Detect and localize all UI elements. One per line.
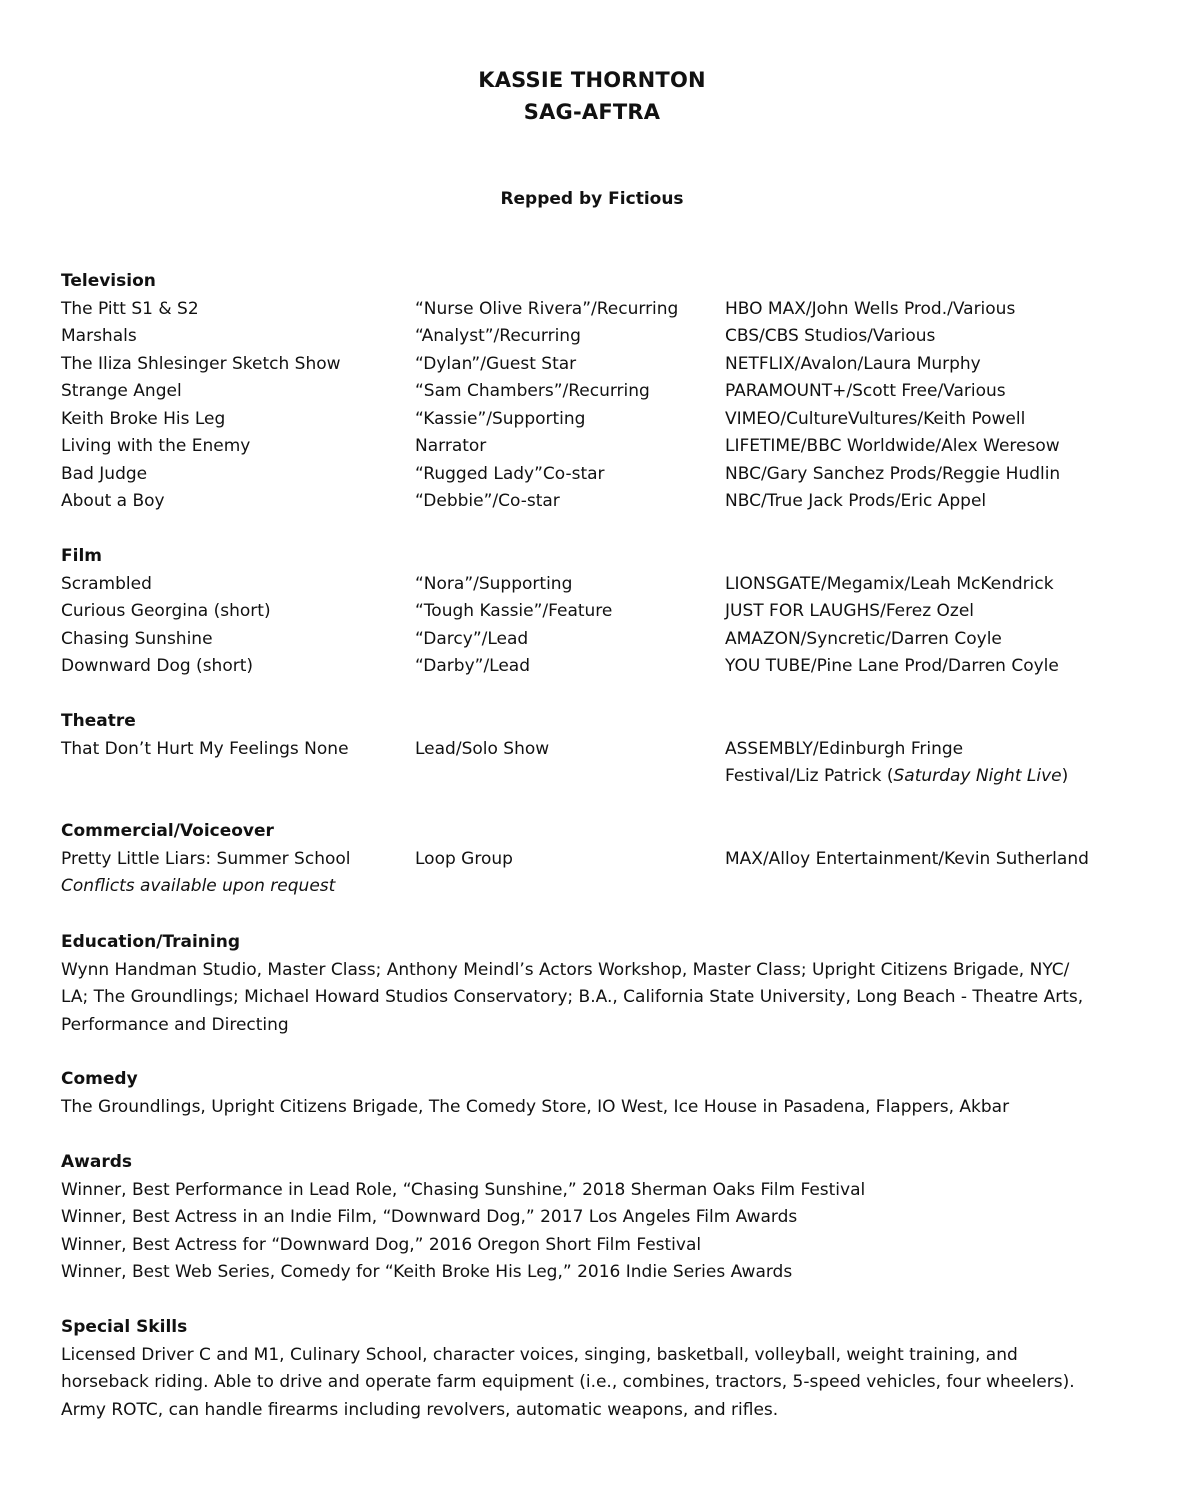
skills-section <box>61 1314 1121 1424</box>
credit-production: JUST FOR LAUGHS/Ferez Ozel <box>725 601 975 621</box>
credit-role: “Rugged Lady”Co-star <box>415 463 605 484</box>
credit-production-line2-prefix: Festival/Liz Patrick ( <box>725 766 894 786</box>
section-heading: Awards <box>61 1152 133 1172</box>
representation: Repped by Fictious <box>500 189 684 209</box>
credit-title: About a Boy <box>61 491 165 511</box>
credit-title: Scrambled <box>61 573 152 594</box>
credit-production: NBC/True Jack Prods/Eric Appel <box>725 491 987 511</box>
credit-role: “Sam Chambers”/Recurring <box>415 381 650 401</box>
credit-row <box>61 488 1121 516</box>
credit-production: VIMEO/CultureVultures/Keith Powell <box>725 408 1026 429</box>
award-item: Winner, Best Web Series, Comedy for “Keith Broke His Leg,” 2016 Indie Series Awards <box>61 1262 793 1282</box>
section-heading: Television <box>61 271 156 291</box>
education-line: LA; The Groundlings; Michael Howard Studios Conservatory; B.A., California State University, Long Beach - Theatre Arts, <box>61 987 1084 1007</box>
credit-role: Narrator <box>415 436 487 456</box>
show-title: Saturday Night Live <box>893 766 1062 786</box>
note-row <box>61 873 1121 901</box>
credit-role: “Nora”/Supporting <box>415 573 573 594</box>
conflicts-note: Conflicts available upon request <box>61 876 336 896</box>
section-heading: Commercial/Voiceover <box>61 821 274 841</box>
credit-title: Strange Angel <box>61 381 182 401</box>
credit-role: Loop Group <box>415 848 513 869</box>
credit-row <box>61 653 1121 681</box>
education-line: Performance and Directing <box>61 1014 289 1035</box>
credit-title: Living with the Enemy <box>61 436 251 456</box>
credit-title: That Don’t Hurt My Feelings None <box>61 738 349 759</box>
credit-production-line2-suffix: ) <box>1061 766 1069 786</box>
education-line: Wynn Handman Studio, Master Class; Anthony Meindl’s Actors Workshop, Master Class; Upright Citizens Brigade, NYC/ <box>61 959 1070 980</box>
credit-row <box>61 461 1121 489</box>
credit-title: Chasing Sunshine <box>61 628 213 649</box>
education-section <box>61 929 1121 1039</box>
credit-row <box>61 433 1121 461</box>
credit-production: AMAZON/Syncretic/Darren Coyle <box>725 628 1002 649</box>
credit-row <box>61 406 1121 434</box>
film-section <box>61 543 1121 681</box>
name-header <box>0 64 1184 128</box>
credit-row <box>61 846 1121 874</box>
section-heading: Theatre <box>61 711 136 731</box>
credit-row <box>61 296 1121 324</box>
credit-row <box>61 598 1121 626</box>
credit-production: YOU TUBE/Pine Lane Prod/Darren Coyle <box>725 656 1059 676</box>
credit-role: “Tough Kassie”/Feature <box>415 601 613 621</box>
comedy-text: The Groundlings, Upright Citizens Brigade, The Comedy Store, IO West, Ice House in Pasadena, Flappers, Akbar <box>61 1096 1010 1117</box>
commercial-section <box>61 818 1121 901</box>
section-heading: Film <box>61 546 102 566</box>
credit-row <box>61 378 1121 406</box>
credit-title: The Pitt S1 & S2 <box>61 298 199 319</box>
section-heading: Comedy <box>61 1069 138 1089</box>
award-item: Winner, Best Actress for “Downward Dog,” 2016 Oregon Short Film Festival <box>61 1234 702 1255</box>
section-heading: Special Skills <box>61 1317 188 1337</box>
credit-role: “Debbie”/Co-star <box>415 491 560 511</box>
credit-role: “Analyst”/Recurring <box>415 326 581 346</box>
credit-title: Keith Broke His Leg <box>61 408 226 429</box>
credit-title: The Iliza Shlesinger Sketch Show <box>61 353 341 374</box>
credit-title: Marshals <box>61 326 137 346</box>
credit-role: “Darcy”/Lead <box>415 628 529 649</box>
credit-production: NBC/Gary Sanchez Prods/Reggie Hudlin <box>725 463 1061 484</box>
credit-role: Lead/Solo Show <box>415 738 550 759</box>
credit-role: “Darby”/Lead <box>415 656 531 676</box>
actor-name: KASSIE THORNTON <box>478 68 706 92</box>
section-heading: Education/Training <box>61 932 240 952</box>
credit-title: Curious Georgina (short) <box>61 601 271 621</box>
credit-production-line1: ASSEMBLY/Edinburgh Fringe <box>725 738 964 759</box>
credit-production: LIFETIME/BBC Worldwide/Alex Weresow <box>725 436 1060 456</box>
credit-row <box>61 351 1121 379</box>
union-affiliation: SAG-AFTRA <box>523 100 661 124</box>
award-item: Winner, Best Performance in Lead Role, “Chasing Sunshine,” 2018 Sherman Oaks Film Festival <box>61 1179 866 1200</box>
credit-title: Downward Dog (short) <box>61 656 254 676</box>
credit-role: “Nurse Olive Rivera”/Recurring <box>415 298 679 319</box>
credit-production: LIONSGATE/Megamix/Leah McKendrick <box>725 573 1054 594</box>
credit-production <box>725 736 1125 791</box>
credit-row <box>61 323 1121 351</box>
award-item: Winner, Best Actress in an Indie Film, “Downward Dog,” 2017 Los Angeles Film Awards <box>61 1207 798 1227</box>
credit-production: CBS/CBS Studios/Various <box>725 326 936 346</box>
comedy-section <box>61 1066 1121 1121</box>
skills-line: Army ROTC, can handle firearms including revolvers, automatic weapons, and rifles. <box>61 1399 779 1420</box>
theatre-section <box>61 708 1121 791</box>
credit-row <box>61 736 1121 791</box>
credit-title: Bad Judge <box>61 463 148 484</box>
credit-production: NETFLIX/Avalon/Laura Murphy <box>725 353 981 374</box>
credit-title: Pretty Little Liars: Summer School <box>61 848 351 869</box>
awards-section <box>61 1149 1121 1287</box>
skills-line: horseback riding. Able to drive and operate farm equipment (i.e., combines, tractors, 5-speed vehicles, four wheelers). <box>61 1372 1075 1392</box>
credit-row <box>61 571 1121 599</box>
credit-row <box>61 626 1121 654</box>
credit-production: HBO MAX/John Wells Prod./Various <box>725 298 1016 319</box>
credit-production: MAX/Alloy Entertainment/Kevin Sutherland <box>725 848 1089 869</box>
skills-line: Licensed Driver C and M1, Culinary School, character voices, singing, basketball, volleyball, weight training, and <box>61 1344 1018 1365</box>
credit-role: “Dylan”/Guest Star <box>415 353 577 374</box>
credit-production: PARAMOUNT+/Scott Free/Various <box>725 381 1006 401</box>
television-section <box>61 268 1121 516</box>
credit-role: “Kassie”/Supporting <box>415 408 586 429</box>
